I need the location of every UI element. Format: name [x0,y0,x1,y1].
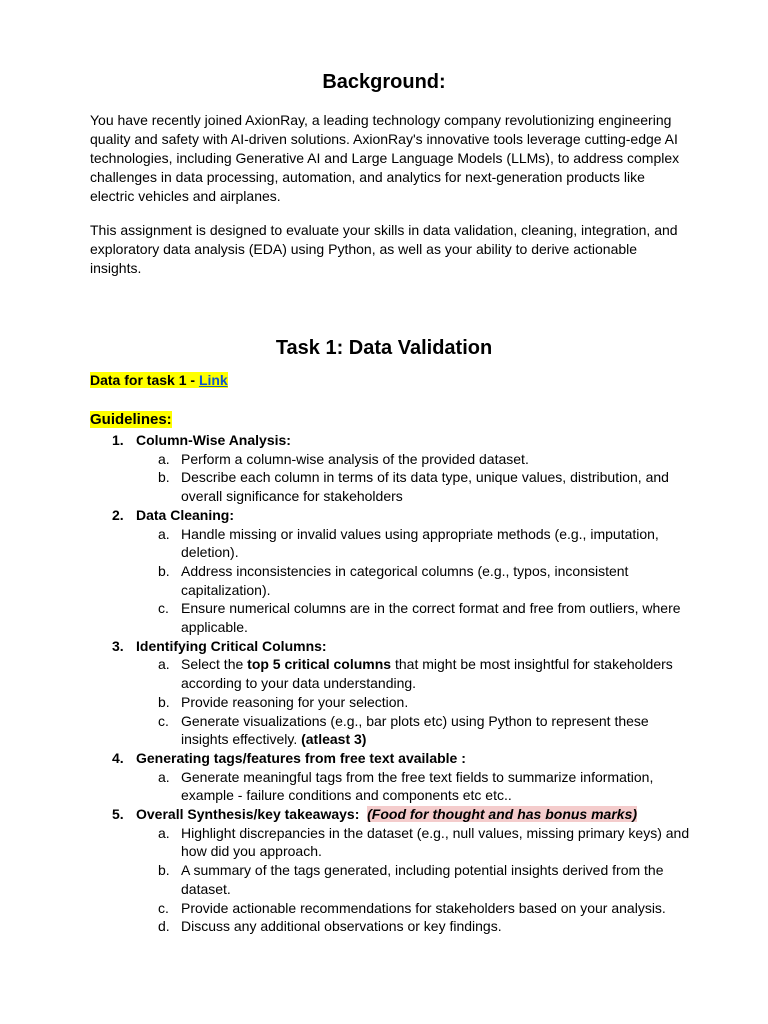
sub-letter: a. [158,525,170,542]
sub-letter: a. [158,656,170,673]
item-title: Column-Wise Analysis: [136,432,291,448]
sub-text: Discuss any additional observations or key findings. [181,918,502,935]
guidelines-list [90,431,690,936]
sub-text: Describe each column in terms of its data type, unique values, distribution, and overall significance for stakeholders [181,469,669,505]
item-title-row [90,805,690,824]
item-title-row [90,506,690,525]
list-item [90,637,690,749]
sub-letter: d. [158,918,170,935]
item-title: Identifying Critical Columns: [136,637,327,654]
item-title-row [90,431,690,450]
sub-list-item [90,768,690,805]
sub-letter: a. [158,824,170,841]
data-link-wrapper [199,372,228,388]
sub-list-item [90,899,690,918]
item-title: Data Cleaning: [136,506,235,523]
list-item [90,805,690,936]
sub-list [90,655,690,749]
item-number: 3. [112,637,124,654]
sub-list-item [90,693,690,712]
sub-text-pre: Select the [181,656,248,673]
sub-list-item [90,917,690,936]
sub-list [90,525,690,637]
sub-list [90,824,690,936]
sub-text: Perform a column-wise analysis of the provided dataset. [181,450,529,467]
sub-letter: b. [158,693,170,710]
sub-list-item [90,599,690,636]
sub-list-item [90,824,690,861]
sub-text: Ensure numerical columns are in the correct format and free from outliers, where applicable. [181,600,681,636]
item-title-row [90,637,690,656]
sub-text-post: that might be most insightful for stakeholders according to your data understanding. [181,656,673,692]
sub-letter: a. [158,768,170,785]
list-item [90,506,690,637]
item-number: 5. [112,806,124,823]
sub-letter: a. [158,450,170,467]
sub-letter: c. [158,600,169,617]
sub-letter: c. [158,712,169,729]
sub-text: Provide actionable recommendations for stakeholders based on your analysis. [181,899,666,916]
sub-list-item [90,655,690,692]
sub-text: Generate meaningful tags from the free text fields to summarize information, example - failure conditions and components etc etc.. [181,768,654,804]
sub-text-bold: top 5 critical columns [247,656,392,673]
sub-letter: b. [158,862,170,879]
sub-text: Highlight discrepancies in the dataset (e.g., null values, missing primary keys) and how did you approach. [181,824,690,860]
sub-letter: b. [158,562,170,579]
bonus-note: (Food for thought and has bonus marks) [367,806,638,823]
guidelines-label: Guidelines: [90,411,172,428]
task1-heading: Task 1: Data Validation [275,337,493,359]
list-item [90,749,690,805]
background-paragraph-2: This assignment is designed to evaluate your skills in data validation, cleaning, integration, and exploratory data analysis (EDA) using Python, as well as your ability to derive actionable insights. [90,222,678,276]
background-paragraph-1: You have recently joined AxionRay, a leading technology company revolutionizing engineering quality and safety with AI-driven solutions. AxionRay's innovative tools leverage cutting-edge AI technologies, including Generative AI and Large Language Models (LLMs), to address complex challenges in data processing, automation, and analytics for next-generation products like electric vehicles and airplanes. [90,112,680,204]
item-number: 4. [112,749,124,766]
sub-list-item [90,525,690,562]
item-number: 1. [112,432,124,448]
sub-letter: c. [158,899,169,916]
sub-list-item [90,861,690,898]
list-item [90,431,690,506]
sub-list-item [90,450,690,469]
data-link[interactable]: Link [198,372,228,388]
guidelines-line [90,410,172,429]
sub-list-item [90,562,690,599]
sub-list-item [90,712,690,749]
background-heading: Background: [322,71,446,93]
sub-list [90,768,690,805]
item-title: Overall Synthesis/key takeaways: [136,806,360,823]
data-for-task-line [90,371,228,390]
item-title-row [90,749,690,768]
sub-text: A summary of the tags generated, including potential insights derived from the dataset. [181,862,664,897]
sub-text: Address inconsistencies in categorical columns (e.g., typos, inconsistent capitalization). [181,562,629,598]
data-for-task-label: Data for task 1 - [90,372,199,388]
sub-text: Provide reasoning for your selection. [181,693,409,710]
sub-text-pre: Generate visualizations (e.g., bar plots etc) using Python to represent these insights effectively. [181,712,649,748]
item-title: Generating tags/features from free text available : [136,749,466,766]
sub-list [90,450,690,506]
sub-text: Handle missing or invalid values using appropriate methods (e.g., imputation, deletion). [181,525,659,561]
sub-list-item [90,468,690,505]
sub-letter: b. [158,469,170,486]
item-number: 2. [112,506,124,523]
sub-text-bold: (atleast 3) [301,731,367,748]
